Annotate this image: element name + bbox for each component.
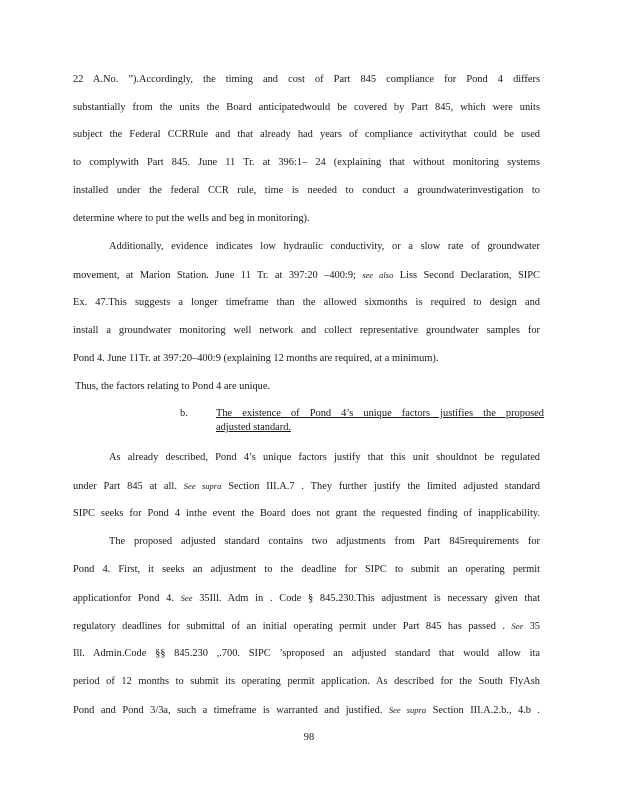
text-line <box>73 619 540 634</box>
text-line: Additionally, evidence indicates low hydraulic conductivity, or a slow rate of groundwater <box>109 241 540 252</box>
citation-signal: See <box>180 593 193 603</box>
text-line: SIPC seeks for Pond 4 inthe event the Board does not grant the requested finding of inapplicability. <box>73 508 540 519</box>
page-number: 98 <box>303 732 315 743</box>
text-line: 22 A.No. ”).Accordingly, the timing and cost of Part 845 compliance for Pond 4 differs <box>73 74 540 85</box>
heading-text <box>216 407 544 435</box>
text-line: The proposed adjusted standard contains two adjustments from Part 845requirements for <box>109 536 540 547</box>
text-line: determine where to put the wells and beg in monitoring). <box>73 213 310 224</box>
citation-signal: See <box>511 621 524 631</box>
text-fragment: 35Ill. Adm in . Code § 845.230.This adjustment is necessary given that <box>199 593 540 604</box>
text-fragment: regulatory deadlines for submittal of an initial operating permit under Part 845 has passed . <box>73 621 505 632</box>
text-fragment: Liss Second Declaration, SIPC <box>399 270 540 281</box>
citation-signal: See supra <box>388 705 427 715</box>
citation-signal: see also <box>362 270 394 280</box>
text-line <box>73 591 540 606</box>
text-fragment: Section III.A.7 . They further justify the limited adjusted standard <box>228 481 540 492</box>
text-fragment: under Part 845 at all. <box>73 481 177 492</box>
text-line: substantially from the units the Board anticipatedwould be covered by Part 845, which were units <box>73 102 540 113</box>
text-line: Ill. Admin.Code §§ 845.230 ,.700. SIPC ’sproposed an adjusted standard that would allow ita <box>73 648 540 659</box>
text-line: install a groundwater monitoring well network and collect representative groundwater samples for <box>73 325 540 336</box>
text-line: to complywith Part 845. June 11 Tr. at 396:1– 24 (explaining that without monitoring systems <box>73 157 540 168</box>
heading-line: The existence of Pond 4’s unique factors justifies the proposed <box>216 408 544 419</box>
text-line: As already described, Pond 4’s unique factors justify that this unit shouldnot be regulated <box>109 452 540 463</box>
text-line: Pond 4. June 11Tr. at 397:20–400:9 (explaining 12 months are required, at a minimum). <box>73 353 439 364</box>
heading-line: adjusted standard. <box>216 422 292 433</box>
text-line: period of 12 months to submit its operating permit application. As described for the South FlyAsh <box>73 676 540 687</box>
text-line: subject the Federal CCRRule and that already had years of compliance activitythat could be used <box>73 129 540 140</box>
text-line: Pond 4. First, it seeks an adjustment to the deadline for SIPC to submit an operating permit <box>73 564 540 575</box>
text-fragment: Section III.A.2.b., 4.b . <box>432 705 540 716</box>
text-line: Ex. 47.This suggests a longer timeframe than the allowed sixmonths is required to design and <box>73 297 540 308</box>
heading-number: b. <box>180 408 188 419</box>
text-fragment: applicationfor Pond 4. <box>73 593 174 604</box>
text-fragment: Pond and Pond 3/3a, such a timeframe is warranted and justified. <box>73 705 383 716</box>
text-line <box>73 703 540 718</box>
text-fragment: movement, at Marion Station. June 11 Tr. at 397:20 ‒400:9; <box>73 270 356 281</box>
citation-signal: See supra <box>183 481 222 491</box>
text-line: Thus, the factors relating to Pond 4 are unique. <box>75 381 271 392</box>
text-fragment: 35 <box>529 621 540 632</box>
text-line <box>73 479 540 494</box>
text-line: installed under the federal CCR rule, time is needed to conduct a groundwaterinvestigation to <box>73 185 540 196</box>
text-line <box>73 268 540 283</box>
